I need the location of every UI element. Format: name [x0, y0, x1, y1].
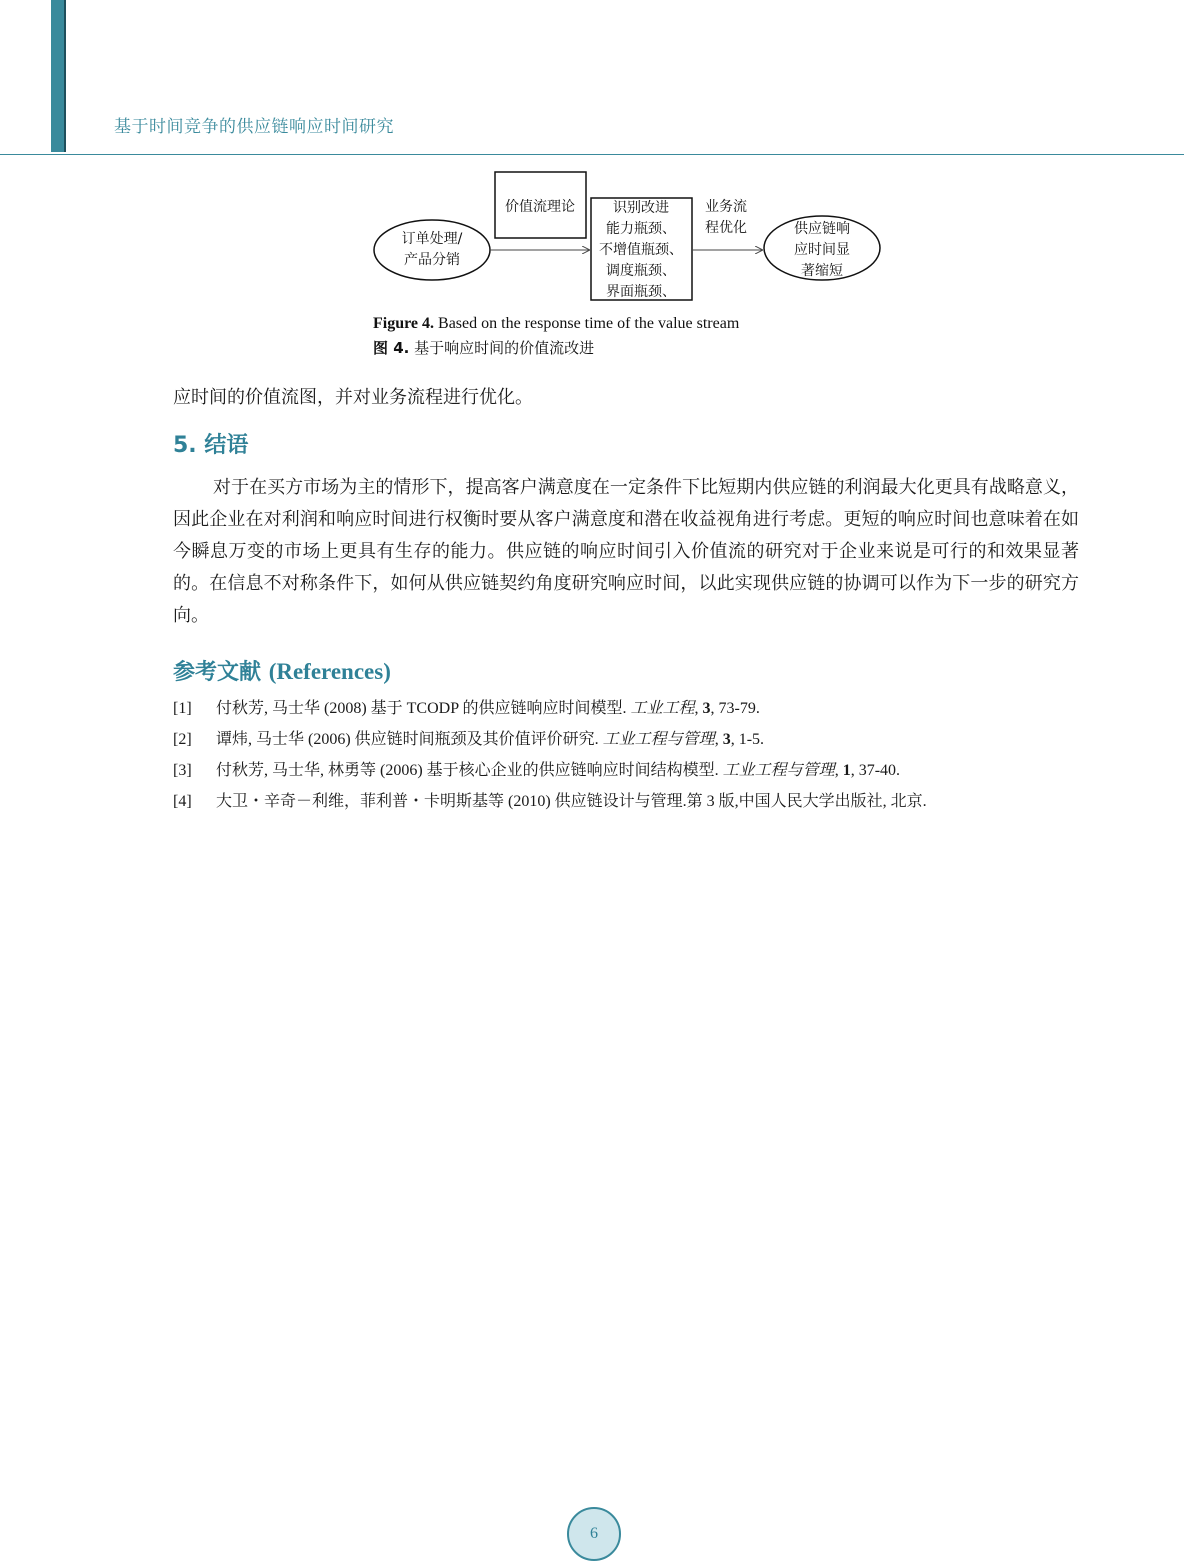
reference-pages: , 37-40. — [850, 762, 901, 779]
reference-pages: , 73-79. — [710, 700, 760, 717]
reference-journal: 工业工程与管理 — [722, 762, 835, 779]
edge-optimize-line-1: 业务流 — [705, 199, 747, 215]
figure-caption-zh-label: 图 4. — [373, 339, 410, 357]
references-heading-en: (References) — [268, 659, 391, 684]
node-result-line-1: 供应链响 — [794, 221, 850, 237]
conclusion-paragraph: 对于在买方市场为主的情形下，提高客户满意度在一定条件下比短期内供应链的利润最大化更具有战略意义，因此企业在对利润和响应时间进行权衡时要从客户满意度和潜在收益视角进行考虑。更短的响应时间也意味着在如今瞬息万变的市场上更具有生存的能力。供应链的响应时间引入价值流的研究对于企业来说是可行的和效果显著的。在信息不对称条件下，如何从供应链契约角度研究响应时间，以此实现供应链的协调可以作为下一步的研究方向。 — [173, 477, 1079, 626]
figure-caption-zh-text: 基于响应时间的价值流改进 — [414, 339, 595, 357]
section-5-heading: 5. 结语 — [173, 433, 249, 458]
node-identify-line-3: 不增值瓶颈、 — [599, 242, 683, 258]
reference-text — [216, 786, 1079, 817]
reference-volume: 3 — [702, 700, 711, 717]
node-theory-label: 价值流理论 — [505, 199, 575, 215]
reference-pages: , 1-5. — [730, 731, 765, 748]
reference-text: 谭炜, 马士华 (2006) 供应链时间瓶颈及其价值评价研究. 工业工程与管理, 3, 1-5. — [216, 731, 765, 748]
references-heading — [173, 655, 391, 686]
reference-text: 付秋芳, 马士华, 林勇等 (2006) 基于核心企业的供应链响应时间结构模型. 工业工程与管理, 1, 37-40. — [216, 762, 901, 779]
reference-item — [173, 755, 1079, 786]
reference-journal: 工业工程 — [630, 700, 695, 717]
references-heading-zh: 参考文献 — [173, 660, 262, 685]
node-order-line-1: 订单处理/ — [401, 231, 463, 247]
node-result-line-2: 应时间显 — [794, 242, 850, 258]
reference-main: 付秋芳, 马士华, 林勇等 (2006) 基于核心企业的供应链响应时间结构模型. — [216, 762, 719, 779]
figure-caption-en-text: Based on the response time of the value stream — [438, 315, 740, 332]
reference-main: 谭炜, 马士华 (2006) 供应链时间瓶颈及其价值评价研究. — [216, 731, 599, 748]
node-identify-line-1: 识别改进 — [613, 200, 669, 216]
reference-main: 大卫・辛奇－利维，菲利普・卡明斯基等 (2010) 供应链设计与管理.第 3 版,中国人民大学出版社, 北京. — [216, 793, 927, 810]
running-header-title: 基于时间竞争的供应链响应时间研究 — [114, 117, 394, 137]
reference-item — [173, 724, 1079, 755]
reference-item — [173, 693, 1079, 724]
node-result-line-3: 著缩短 — [801, 263, 843, 279]
reference-volume: 3 — [722, 731, 731, 748]
reference-journal: 工业工程与管理 — [602, 731, 715, 748]
figure-caption-en — [373, 315, 739, 333]
reference-number: [3] — [173, 762, 192, 779]
node-identify-line-4: 调度瓶颈、 — [606, 263, 676, 279]
continuation-paragraph: 应时间的价值流图，并对业务流程进行优化。 — [173, 387, 533, 408]
edge-optimize-line-2: 程优化 — [705, 220, 747, 236]
diagram-svg — [370, 168, 890, 308]
references-list — [173, 693, 1079, 817]
reference-number: [1] — [173, 700, 192, 717]
figure-caption-zh — [373, 337, 594, 358]
reference-item — [173, 786, 1079, 817]
node-identify-line-2: 能力瓶颈、 — [606, 221, 676, 237]
node-order-ellipse — [374, 220, 490, 280]
header-rule — [0, 154, 1184, 155]
figure-caption-en-label: Figure 4. — [373, 315, 435, 332]
page-number: 6 — [567, 1507, 621, 1561]
node-order-line-2: 产品分销 — [404, 252, 460, 268]
value-stream-diagram — [370, 168, 890, 308]
reference-text: 付秋芳, 马士华 (2008) 基于 TCODP 的供应链响应时间模型. 工业工程, 3, 73-79. — [216, 700, 760, 717]
reference-number: [2] — [173, 731, 192, 748]
reference-volume: 1 — [842, 762, 851, 779]
reference-number: [4] — [173, 793, 192, 810]
node-identify-line-5: 界面瓶颈、 — [606, 284, 676, 300]
reference-main: 付秋芳, 马士华 (2008) 基于 TCODP 的供应链响应时间模型. — [216, 700, 627, 717]
header-accent-bar — [51, 0, 66, 152]
